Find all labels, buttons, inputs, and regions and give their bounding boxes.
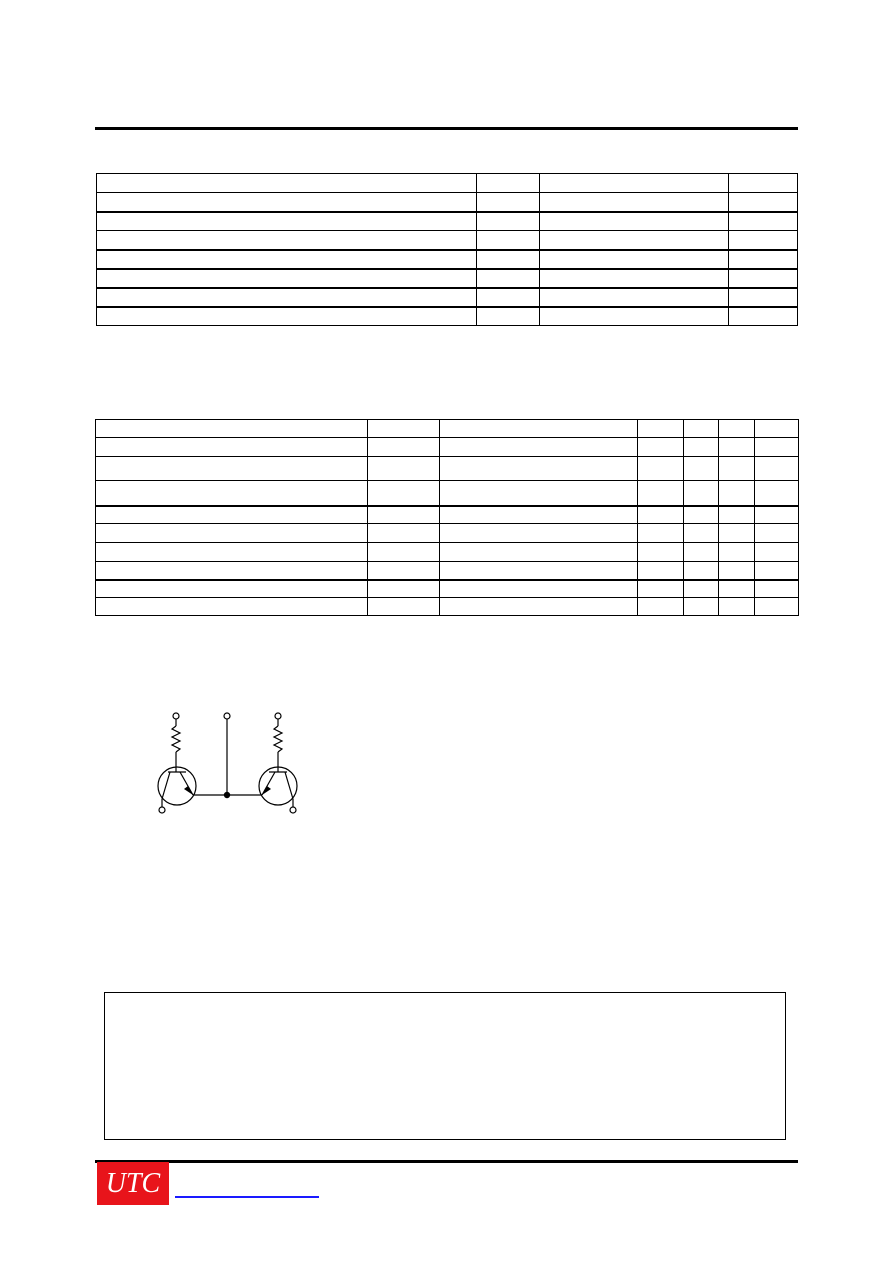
table-row [96, 420, 799, 438]
table-row [97, 193, 798, 212]
table-row [96, 457, 799, 481]
table-row [96, 543, 799, 562]
website-link[interactable] [175, 1196, 319, 1198]
table-row [96, 598, 799, 616]
table-row [96, 524, 799, 543]
dual-transistor-schematic-icon [150, 706, 310, 818]
table-row [96, 438, 799, 457]
table-row [97, 288, 798, 307]
header-rule [95, 127, 798, 130]
table-row [97, 174, 798, 193]
ratings-table [96, 173, 798, 326]
electrical-table [95, 419, 799, 616]
table-row [97, 307, 798, 326]
logo-text: UTC [105, 1168, 161, 1199]
table-row [97, 212, 798, 231]
table-row [97, 250, 798, 269]
table-row [97, 269, 798, 288]
table-row [96, 562, 799, 580]
notice-box [104, 992, 786, 1140]
footer-rule [95, 1160, 798, 1163]
table-row [96, 506, 799, 524]
table-row [97, 231, 798, 250]
table-row [96, 580, 799, 598]
table-row [96, 481, 799, 506]
utc-logo [97, 1162, 169, 1205]
